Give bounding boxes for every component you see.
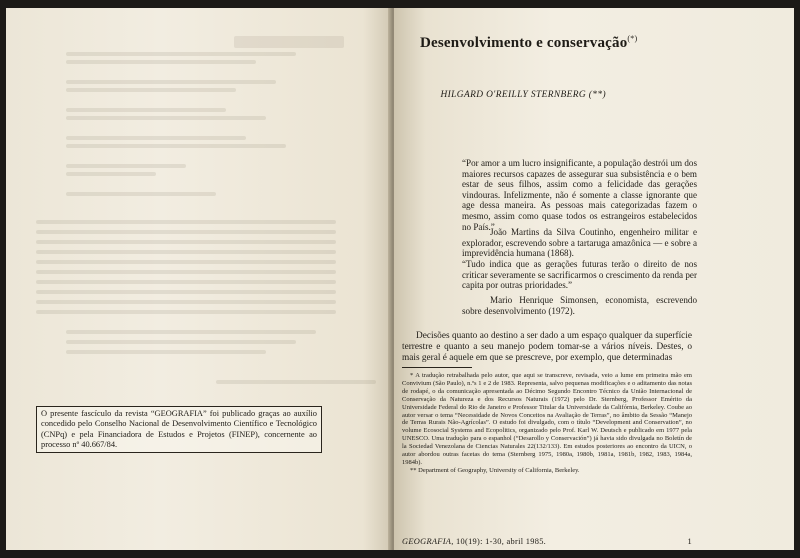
- funding-notice: O presente fascículo da revista “GEOGRAFIA” foi publicado graças ao auxílio concedido pelo Conselho Nacional de Desenvolvimento Científico e Tecnológico (CNPq) e pela Financiadora de Estudos e Projetos (FINEP), concernente ao processo nº 40.667/84.: [36, 406, 322, 453]
- bleed-through-text: [6, 8, 394, 550]
- title-footnote-mark: (*): [627, 34, 638, 43]
- footer-citation: , 10(19): 1-30, abril 1985.: [451, 537, 547, 546]
- article-title-text: Desenvolvimento e conservação: [420, 35, 628, 51]
- footnotes: [402, 372, 692, 475]
- right-page: [394, 8, 794, 550]
- left-page: [6, 8, 394, 550]
- epigraph-quote: “Por amor a um lucro insignificante, a população destrói um dos maiores recursos capazes de assegurar sua subsistência e o bem estar de seus filhos, assim como a felicidade das gerações vindouras. Infelizmente, não é somente a classe ignorante que age dessa maneira. As pessoas mais categorizadas fazem o mesmo, assim como quase todos os estrangeiros estabelecidos no País.”: [462, 158, 697, 232]
- epigraph-attribution: João Martins da Silva Coutinho, engenheiro militar e explorador, escrevendo sobre a tartaruga amazônica — e sobre a imprevidência humana (1868).: [462, 227, 697, 259]
- footer-journal: GEOGRAFIA: [402, 537, 452, 546]
- page-footer: [402, 537, 692, 546]
- footnote: * A tradução retrabalhada pelo autor, que aqui se transcreve, revisada, veio a lume em primeira mão em Convivium (São Paulo), n.ºs 1 e 2 de 1983. Representa, salvo pequenas modificações e o aditamento das notas de rodapé, o da comunicação apresentada ao Décimo Segundo Encontro Técnico da União Internacional de Conservação da Natureza e dos Recursos Naturais (1972) pelo Dr. Sternberg, Professor Emérito da Universidade Federal do Rio de Janeiro e Professor Titular da Universidade da Califórnia, Berkeley. Coube ao autor versar o tema “Necessidade de Novos Conceitos na Avaliação de Terras”, no âmbito da Sessão “Manejo de Terras Rurais Não-Agrícolas”. O estudo foi divulgado, com o título “Development and Conservation”, no volume Ecosocial Systems and Ecopolitics, organizado pelo Prof. Karl W. Deutsch e publicado em 1977 pela UNESCO. Uma tradução para o espanhol (“Desarollo y Conservación”) já havia sido divulgada no Boletín de la Sociedad Venezolana de Ciencias Naturales 22(132/133). Em estudos posteriores ao encontro da UICN, o autor abordou outras facetas do tema (Sternberg 1975, 1980a, 1980b, 1981a, 1981b, 1982, 1983, 1984a, 1984b).: [402, 372, 692, 466]
- body-paragraph: Decisões quanto ao destino a ser dado a um espaço qualquer da superfície terrestre e quanto a seu manejo podem tomar-se a vários níveis. Destes, o mais geral é aquele em que se prescreve, por exemplo, que determinadas: [402, 331, 692, 363]
- footnote: ** Department of Geography, University of California, Berkeley.: [410, 466, 580, 474]
- footnote-divider: [402, 367, 472, 368]
- epigraph-quote: “Tudo indica que as gerações futuras terão o direito de nos criticar severamente se sacrificarmos o crescimento da renda per capita por outras prioridades.”: [462, 259, 697, 291]
- epigraph-attribution: Mario Henrique Simonsen, economista, escrevendo sobre desenvolvimento (1972).: [462, 295, 697, 316]
- article-author: HILGARD O'REILLY STERNBERG (**): [440, 90, 606, 100]
- page-number: 1: [687, 537, 692, 546]
- article-content: [402, 8, 702, 550]
- article-title: [420, 34, 720, 52]
